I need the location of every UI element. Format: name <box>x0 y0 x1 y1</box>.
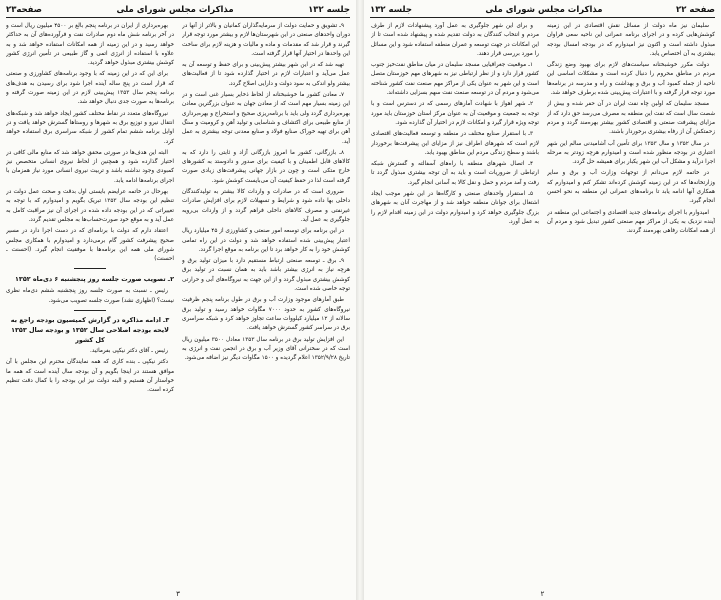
paragraph: البته این هدف‌ها در صورتی محقق خواهد شد که منابع مالی کافی در اختیار گذارده شود و همچنین از لحاظ نیروی انسانی متخصص نیز کمبودی وجود نداشته باشد و تربیت نیروی انسانی مورد نیاز همزمان با اجرای برنامه‌ها ادامه یابد. <box>6 149 174 184</box>
paragraph: ۸ـ بازرگانی، کشور ما امروز بازرگانی آزاد و ثابتی را دارد که به کالاهای قابل اطمینان و با کیفیت برای صدور و دادوستد به کشورهای خارج متکی است و چون در بازار جهانی پیشرفت‌های زیادی صورت گرفته است لذا در حفظ کیفیت آن می‌بایست کوشش شود. <box>182 149 350 184</box>
paragraph: ۹ـ برق ـ توسعه صنعتی ارتباط مستقیم دارد با میزان تولید برق و هرچه نیاز به انرژی بیشتر باشد باید به همان نسبت در تولید برق کوشش بیشتری مبذول گردد و از این جهت به نیروگاه‌های آبی و حرارتی توجه خاصی شده است. <box>182 258 350 293</box>
paragraph: نیروگاه‌های متعدد در نقاط مختلف کشور ایجاد خواهد شد و شبکه‌های انتقال نیرو و توزیع برق به شهرها و روستاها گسترش خواهد یافت و در اوایل برنامه ششم تمام کشور از شبکه سراسری برق استفاده خواهد کرد. <box>6 110 174 145</box>
paragraph: طبق آمارهای موجود وزارت آب و برق در طول برنامه پنجم ظرفیت نیروگاه‌های کشور به حدود ۷۰۰۰ مگاوات خواهد رسید و تولید برق سالانه از ۱۲ میلیارد کیلووات ساعت تجاوز خواهد کرد و شبکه سراسری برق در سراسر کشور گسترش خواهد یافت. <box>182 297 350 332</box>
paragraph: در این برنامه برای توسعه امور صنعتی و کشاورزی از ۴۵ میلیارد ریال اعتبار پیش‌بینی شده استفاده خواهد شد و دولت در این راه تمامی کوشش خود را به کار خواهد برد تا این برنامه به موقع اجرا گردد. <box>182 228 350 253</box>
paragraph: تهیه شد که در این شهر بیشتر پیش‌بینی و برای حفظ و توسعه آن به عمل می‌آید و اعتبارات لازم در اختیار گذارده شود تا از فعالیت‌های بیشتر ولو اندکی به سود دولت و دارایی اصلاح گردد. <box>182 62 350 87</box>
right-header-page-label: صفحه ۲۲ <box>676 4 715 15</box>
paragraph: مسجد سلیمان که اولین چاه نفت ایران در آن حفر شده و بیش از شصت سال است که نفت این منطقه به مصرف می‌رسد حق دارد که از مزایای پیشرفت صنعتی و اقتصادی کشور بیشتر بهره‌مند گردد و مردم زحمتکش آن از رفاه بیشتری برخوردار باشند. <box>547 101 715 136</box>
section-divider <box>74 268 106 269</box>
paragraph: ضروری است که در صادرات و واردات کالا بیشتر به تولیدکنندگان داخلی بها داده شود و شرایط و تسهیلات لازم برای افزایش صادرات غیرنفتی و مصرف کالاهای داخلی فراهم گردد و از واردات بی‌رویه جلوگیری به عمل آید. <box>182 189 350 223</box>
paragraph: ۵ـ استقرار واحدهای صنعتی و کارگاه‌ها در این شهر موجب ایجاد اشتغال برای جوانان منطقه خواهد شد و از مهاجرت آنان به شهرهای بزرگ جلوگیری خواهد کرد و امیدوارم دولت در این زمینه اقدام لازم را به عمل آورد. <box>371 191 539 225</box>
left-header-session: جلسه ۱۳۲ <box>308 4 350 15</box>
right-page-header <box>370 2 715 18</box>
paragraph: این افزایش تولید برق در برنامه سال ۱۳۵۳ معادل ۳۵۰۰ میلیون ریال است که در سخنرانی آقای وزیر آب و برق در انجمن نفت و انرژی به تاریخ ۱۳۵۲/۹/۲۸ اعلام گردیده و ۱۵۰۰ مگاوات دیگر نیز اضافه می‌شود. <box>182 336 350 362</box>
paragraph: برای این که در این زمینه که با وجود برنامه‌های کشاورزی و صنعتی که قرار است در پنج ساله آینده اجرا شود برای رسیدن به هدف‌های برنامه پنجم سال ۱۳۵۳ پیش‌بینی لازم در این زمینه صورت گرفته و برنامه‌ها به صورت جدی دنبال خواهد شد. <box>6 71 174 106</box>
right-page-number: ۲ <box>540 590 545 598</box>
left-header-title: مذاکرات مجلس شورای ملی <box>116 4 234 15</box>
paragraph: ۲ـ شهر اهواز با شهادت آمارهای رسمی که در دسترس است و با توجه به جمعیت و موقعیت آن به عنوان مرکز استان خوزستان باید مورد توجه ویژه قرار گیرد و امکانات لازم در اختیار آن گذارده شود. <box>371 101 539 126</box>
left-page <box>0 0 356 600</box>
book-gutter <box>356 0 364 600</box>
right-page <box>364 0 721 600</box>
right-page-column-right <box>547 22 715 594</box>
paragraph: ۱ـ موقعیت جغرافیایی مسجد سلیمان در میان مناطق نفت‌خیز جنوب کشور قرار دارد و از نظر ارتباطی نیز به شهرهای مهم خوزستان متصل است و این شهر به عنوان یکی از مراکز مهم صنعت نفت کشور شناخته می‌شود و مردم آن در توسعه صنعت نفت سهم بسزایی داشته‌اند. <box>371 62 539 97</box>
paragraph: ۷ـ معادن کشور ما خوشبختانه از لحاظ ذخایر بسیار غنی است و در این زمینه بسیار مهم است که از معادن جهان به عنوان بزرگترین معادن بهره‌برداری گردد ولی باید با برنامه‌ریزی صحیح و استخراج و بهره‌برداری از منابع طبیعی برای اکتشاف و شناسایی و تولید آهن و کرومیت و سنگ آهن برای تهیه خوراک صنایع فولاد و صنایع معدنی توجه بیشتری به عمل آید. <box>182 92 350 145</box>
left-page-number: ۳ <box>176 590 180 598</box>
left-header-page-label: صفحه۲۳ <box>6 4 43 15</box>
paragraph: بهره‌برداری از ایران در برنامه پنجم بالغ بر ۴۵۰۰ میلیون ریال است و در آخر برنامه شش ماه دوم صادرات نفت و فرآورده‌های آن به حداکثر خواهد رسید و در این زمینه از همه امکانات استفاده خواهد شد و به علاوه با استفاده از انرژی اتمی و گاز طبیعی در تأمین انرژی کشور کوشش بیشتری مبذول خواهد گردید. <box>6 23 174 67</box>
section-divider <box>74 310 106 311</box>
paragraph: در خاتمه لازم می‌دانم از توجهات وزارت آب و برق و سایر وزارتخانه‌ها که در این زمینه کوشش کرده‌اند تشکر کنم و امیدوارم که همکاری آنها ادامه یابد تا برنامه‌های عمرانی این منطقه به نحو احسن انجام گیرد. <box>547 170 715 205</box>
section-heading-budget-report: ۳ـ ادامه مذاکره در گزارش کمیسیون بودجه راجع به لایحه بودجه اصلاحی سال ۱۳۵۲ و بودجه سال ۱۳۵۳ کل کشور <box>10 316 170 345</box>
left-page-header <box>6 2 350 18</box>
right-header-session: جلسه ۱۳۲ <box>370 4 412 15</box>
paragraph: و برای این شهر جلوگیری به عمل آورد پیشنهادات لازم از طرف مردم و انتخاب کنندگان به دولت تقدیم شده و پیشنهاد شده است تا از این امکانات در جهت توسعه و عمران منطقه استفاده شود و این مسائل را مورد بررسی قرار دهند. <box>371 23 539 57</box>
paragraph: اعتقاد دارم که دولت با برنامه‌ای که در دست اجرا دارد در مسیر صحیح پیشرفت کشور گام برمی‌دارد و امیدوارم با همکاری مجلس شورای ملی همه این برنامه‌ها با موفقیت انجام گیرد. (احسنت ـ احسنت) <box>6 228 174 263</box>
paragraph: ۳ـ با استقرار صنایع مختلف در منطقه و توسعه فعالیت‌های اقتصادی لازم است که شهرهای اطراف نیز از مزایای این پیشرفت‌ها برخوردار باشند و سطح زندگی مردم این مناطق بهبود یابد. <box>371 131 539 156</box>
paragraph: در سال ۱۳۵۲ و سال ۱۳۵۳ برای تأمین آب آشامیدنی سالم این شهر اعتباری در بودجه منظور شده است و امیدوارم هرچه زودتر به مرحله اجرا درآید و مشکل آب این شهر یکبار برای همیشه حل گردد. <box>547 140 715 166</box>
left-page-column-left <box>6 22 174 594</box>
right-page-column-left <box>371 22 539 594</box>
right-header-title: مذاکرات مجلس شورای ملی <box>485 4 603 15</box>
paragraph: دکتر نیکپی ـ بنده کاری که همه نمایندگان محترم این مجلس با آن موافق هستند در اینجا بگویم و آن بودجه سال آینده است که همه ما خواستار آن هستیم و البته دولت نیز این بودجه را با کمال دقت تنظیم کرده است. <box>6 359 174 394</box>
left-page-column-right <box>182 22 350 594</box>
section-heading-minutes-approval: ۲ـ تصویب صورت جلسه روز پنجشنبه ۶ دی‌ماه ۱۳۵۲ <box>15 275 174 284</box>
paragraph: ۹ـ تشویق و حمایت دولت از سرمایه‌گذاران کمانیان و بالاتر از آنها در دوران واحدهای صنعتی در این شهرستان‌ها لازم و بیشتر مورد توجه قرار گیرند و قرار شد که مقدمات و ماده و مالیات و هزینه لازم برای ساخت این واحدها در اختیار آنها قرار گرفته است. <box>182 23 350 57</box>
paragraph: رئیس ـ آقای دکتر نیکپی بفرمائید. <box>90 348 168 355</box>
paragraph: ۴ـ اتصال شهرهای منطقه با راه‌های آسفالته و گسترش شبکه ارتباطی از ضروریات است و باید به آن توجه بیشتری مبذول گردد تا رفت و آمد مردم و حمل و نقل کالا به آسانی انجام گیرد. <box>371 161 539 186</box>
paragraph: بهرحال در خاتمه عرایضم بایستی اول بدقت و صحت عمل دولت در تنظیم این بودجه سال ۱۳۵۳ تبریک بگویم و امیدوارم که با توجه به تغییراتی که در این بودجه داده شده در اجرای آن نیز مراقبت کامل به عمل آید و به موقع خود صورت‌حساب‌ها به مجلس تقدیم گردد. <box>6 189 174 223</box>
paragraph: رئیس ـ نسبت به صورت جلسه روز پنجشنبه ششم دی‌ماه نظری نیست؟ (اظهاری نشد) صورت جلسه تصویب می‌شود. <box>6 288 174 304</box>
paragraph: دولت مکرر خوشبختانه سیاست‌های لازم برای بهبود وضع زندگی مردم در مناطق محروم را دنبال کرده است و مشکلات اساسی این ناحیه از جمله کمبود آب و برق و بهداشت و راه و مدرسه در برنامه‌ها مورد توجه قرار گرفته و با اعتبارات پیش‌بینی شده برطرف خواهد شد. <box>547 62 715 97</box>
paragraph: سلیمان نیز ماه دولت از مسائل نقش اقتصادی در این زمینه کوشش‌هایی کرده و در اجرای برنامه عمرانی این ناحیه سعی فراوان مبذول داشته است و اکنون نیز امیدوارم که در بودجه امسال بودجه بیشتری به آن اختصاص یابد. <box>547 23 715 57</box>
paragraph: امیدوارم با اجرای برنامه‌های جدید اقتصادی و اجتماعی این منطقه در آینده نزدیک به یکی از مراکز مهم صنعتی کشور تبدیل شود و مردم آن از همه امکانات رفاهی بهره‌مند گردند. <box>547 209 715 235</box>
